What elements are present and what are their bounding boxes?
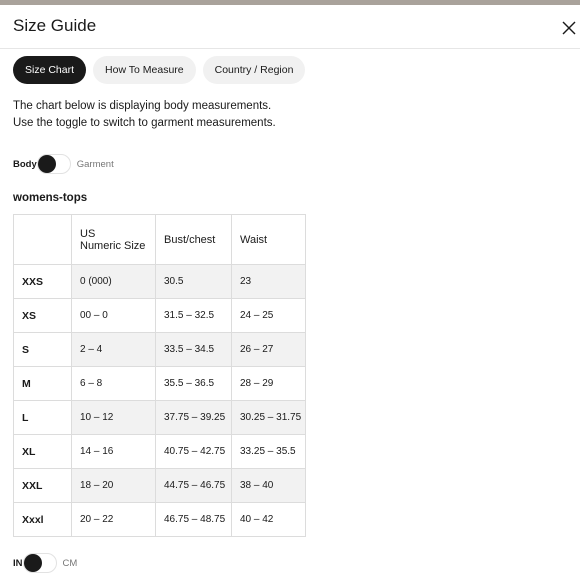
- bust-cell: 30.5: [156, 265, 232, 299]
- table-row: [14, 469, 306, 503]
- size-cell: XS: [14, 299, 72, 333]
- modal-header: [0, 5, 580, 49]
- size-cell: L: [14, 401, 72, 435]
- description-line-1: The chart below is displaying body measurements.: [13, 100, 272, 112]
- header-us-line-2: Numeric Size: [80, 239, 146, 252]
- toggle-label-cm[interactable]: CM: [62, 557, 78, 569]
- bust-cell: 37.75 – 39.25: [156, 401, 232, 435]
- tab-bar: [13, 56, 305, 84]
- header-cell-waist: Waist: [232, 215, 306, 265]
- size-table: [13, 214, 306, 537]
- waist-cell: 28 – 29: [232, 367, 306, 401]
- table-row: [14, 503, 306, 537]
- size-cell: XXS: [14, 265, 72, 299]
- us-size-cell: 10 – 12: [72, 401, 156, 435]
- close-icon: [561, 20, 577, 36]
- us-size-cell: 18 – 20: [72, 469, 156, 503]
- waist-cell: 33.25 – 35.5: [232, 435, 306, 469]
- waist-cell: 40 – 42: [232, 503, 306, 537]
- toggle-label-in[interactable]: IN: [13, 557, 23, 569]
- size-cell: XL: [14, 435, 72, 469]
- tab-country-region[interactable]: Country / Region: [203, 56, 306, 84]
- switch-knob: [38, 155, 56, 173]
- tab-how-to-measure[interactable]: How To Measure: [93, 56, 196, 84]
- us-size-cell: 0 (000): [72, 265, 156, 299]
- waist-cell: 23: [232, 265, 306, 299]
- bust-cell: 31.5 – 32.5: [156, 299, 232, 333]
- unit-toggle: [13, 553, 77, 573]
- waist-cell: 26 – 27: [232, 333, 306, 367]
- size-cell: XXL: [14, 469, 72, 503]
- waist-cell: 24 – 25: [232, 299, 306, 333]
- us-size-cell: 14 – 16: [72, 435, 156, 469]
- bust-cell: 35.5 – 36.5: [156, 367, 232, 401]
- close-button[interactable]: [561, 20, 577, 36]
- header-cell-us-numeric: [72, 215, 156, 265]
- bust-cell: 33.5 – 34.5: [156, 333, 232, 367]
- toggle-label-garment[interactable]: Garment: [76, 158, 114, 170]
- header-cell-size: [14, 215, 72, 265]
- tab-size-chart[interactable]: Size Chart: [13, 56, 86, 84]
- waist-cell: 30.25 – 31.75: [232, 401, 306, 435]
- section-title: womens-tops: [13, 192, 88, 204]
- modal-title: Size Guide: [13, 16, 97, 35]
- toggle-label-body[interactable]: Body: [13, 158, 37, 170]
- bust-cell: 46.75 – 48.75: [156, 503, 232, 537]
- waist-cell: 38 – 40: [232, 469, 306, 503]
- measurement-type-toggle: [13, 154, 114, 174]
- size-cell: S: [14, 333, 72, 367]
- table-row: [14, 333, 306, 367]
- in-cm-switch[interactable]: [23, 553, 57, 573]
- description-line-2: Use the toggle to switch to garment measurements.: [13, 116, 276, 129]
- header-us-line-1: US: [80, 227, 96, 240]
- body-garment-switch[interactable]: [37, 154, 71, 174]
- table-row: [14, 367, 306, 401]
- size-cell: Xxxl: [14, 503, 72, 537]
- table-row: [14, 299, 306, 333]
- table-row: [14, 401, 306, 435]
- chart-description: [13, 98, 276, 131]
- us-size-cell: 20 – 22: [72, 503, 156, 537]
- us-size-cell: 00 – 0: [72, 299, 156, 333]
- bust-cell: 44.75 – 46.75: [156, 469, 232, 503]
- bust-cell: 40.75 – 42.75: [156, 435, 232, 469]
- size-cell: M: [14, 367, 72, 401]
- table-row: [14, 265, 306, 299]
- table-header-row: [14, 215, 306, 265]
- header-cell-bust: Bust/chest: [156, 215, 232, 265]
- switch-knob: [24, 554, 42, 572]
- us-size-cell: 2 – 4: [72, 333, 156, 367]
- table-row: [14, 435, 306, 469]
- us-size-cell: 6 – 8: [72, 367, 156, 401]
